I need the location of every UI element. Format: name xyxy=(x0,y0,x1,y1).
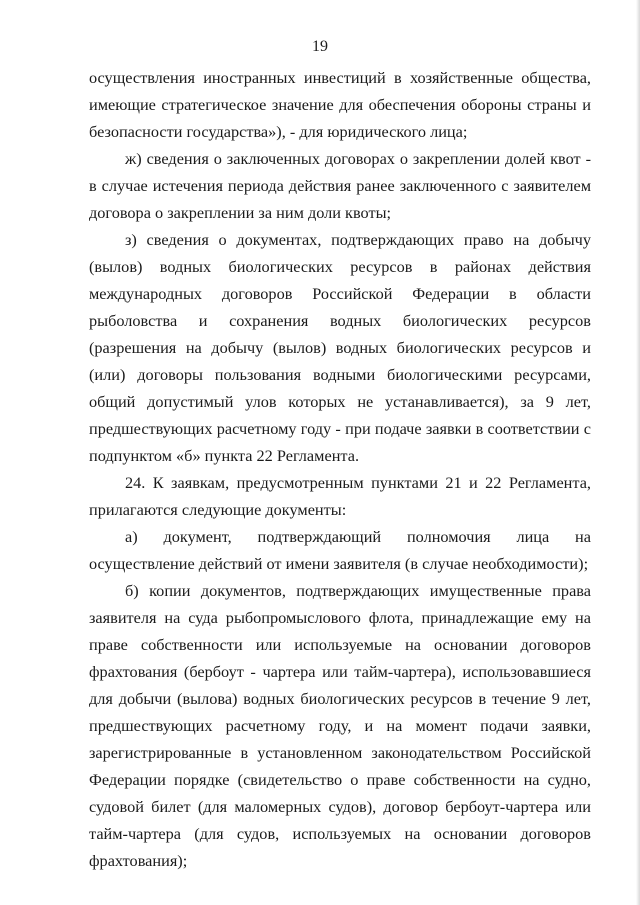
document-body xyxy=(89,64,591,874)
paragraph-a: а) документ, подтверждающий полномочия лица на осуществление действий от имени заявителя (в случае необходимости); xyxy=(89,527,591,573)
paragraph-continuation: осуществления иностранных инвестиций в хозяйственные общества, имеющие стратегическое значение для обеспечения обороны страны и безопасности государства»), - для юридического лица; xyxy=(89,68,591,141)
paragraph-z: з) сведения о документах, подтверждающих право на добычу (вылов) водных биологических ресурсов в районах действия международных договоров Российской Федерации в области рыболовства и сохранения водных биологических ресурсов (разрешения на добычу (вылов) водных биологических ресурсов и (или) договоры пользования водными биологическими ресурсами, общий допустимый улов которых не устанавливается), за 9 лет, предшествующих расчетному году - при подаче заявки в соответствии с подпунктом «б» пункта 22 Регламента. xyxy=(89,230,591,465)
page-number: 19 xyxy=(312,38,328,55)
paragraph-zh: ж) сведения о заключенных договорах о закреплении долей квот - в случае истечения периода действия ранее заключенного с заявителем договора о закреплении за ним доли квоты; xyxy=(89,149,591,222)
page-edge-shadow xyxy=(636,0,640,905)
paragraph-24: 24. К заявкам, предусмотренным пунктами 21 и 22 Регламента, прилагаются следующие документы: xyxy=(89,473,591,519)
paragraph-b: б) копии документов, подтверждающих имущественные права заявителя на суда рыбопромыслового флота, принадлежащие ему на праве собственности или используемые на основании договоров фрахтования (бербоут - чартера или тайм-чартера), использовавшиеся для добычи (вылова) водных биологических ресурсов в течение 9 лет, предшествующих расчетному году, и на момент подачи заявки, зарегистрированные в установленном законодательством Российской Федерации порядке (свидетельство о праве собственности на судно, судовой билет (для маломерных судов), договор бербоут-чартера или тайм-чартера (для судов, используемых на основании договоров фрахтования); xyxy=(89,581,591,870)
